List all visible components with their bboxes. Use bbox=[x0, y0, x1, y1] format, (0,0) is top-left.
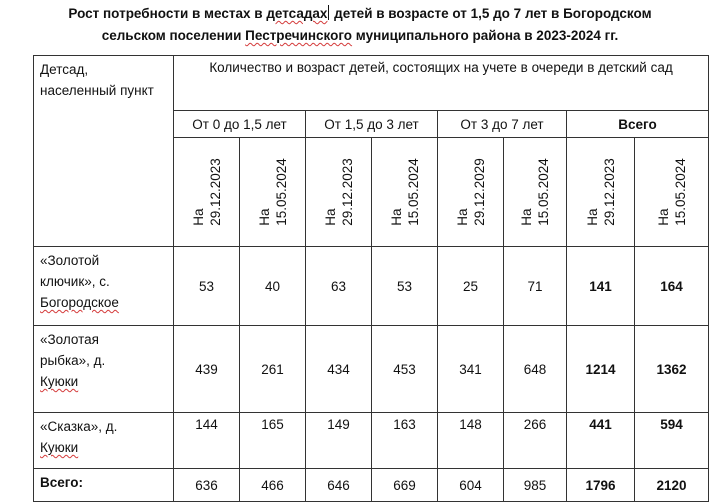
table-cell-total: 164 bbox=[635, 247, 709, 326]
date-header: На 29.12.2023 bbox=[567, 138, 635, 247]
date-header: На 15.05.2024 bbox=[240, 138, 306, 247]
group-header: От 0 до 1,5 лет bbox=[174, 111, 306, 138]
table-cell: 149 bbox=[306, 413, 372, 469]
table-cell-total: 1362 bbox=[635, 326, 709, 413]
table-cell: 985 bbox=[504, 469, 567, 502]
table-cell: 40 bbox=[240, 247, 306, 326]
table-cell: 266 bbox=[504, 413, 567, 469]
table-cell: 71 bbox=[504, 247, 567, 326]
table-cell: 341 bbox=[438, 326, 504, 413]
title-text: муниципального района в 2023-2024 гг. bbox=[352, 28, 619, 43]
table-cell-total: 141 bbox=[567, 247, 635, 326]
table-cell: 646 bbox=[306, 469, 372, 502]
title-text: сельском поселении bbox=[101, 28, 246, 43]
document-title bbox=[0, 3, 720, 47]
header-row-main bbox=[34, 56, 709, 111]
date-header: На 15.05.2024 bbox=[504, 138, 567, 247]
title-text: Рост потребности в местах в bbox=[68, 6, 267, 21]
total-label: Всего: bbox=[34, 469, 174, 502]
table-cell: 261 bbox=[240, 326, 306, 413]
table-cell: 165 bbox=[240, 413, 306, 469]
group-header: От 3 до 7 лет bbox=[438, 111, 567, 138]
table-cell: 434 bbox=[306, 326, 372, 413]
date-header: На 29.12.2023 bbox=[306, 138, 372, 247]
kindergarten-name: «Сказка», д. Куюки bbox=[34, 413, 174, 469]
table-cell: 466 bbox=[240, 469, 306, 502]
date-header: На 15.05.2024 bbox=[635, 138, 709, 247]
table-cell: 669 bbox=[372, 469, 438, 502]
table-cell: 148 bbox=[438, 413, 504, 469]
date-header: На 29.12.2023 bbox=[174, 138, 240, 247]
kindergarten-name: «Золотая рыбка», д. Куюки bbox=[34, 326, 174, 413]
table-cell: 636 bbox=[174, 469, 240, 502]
table-cell: 453 bbox=[372, 326, 438, 413]
table-cell: 53 bbox=[174, 247, 240, 326]
table-cell-total: 2120 bbox=[635, 469, 709, 502]
table-cell-total: 1796 bbox=[567, 469, 635, 502]
table-cell-total: 441 bbox=[567, 413, 635, 469]
total-row bbox=[34, 469, 709, 502]
date-header: На 29.12.2029 bbox=[438, 138, 504, 247]
table-cell: 144 bbox=[174, 413, 240, 469]
table-cell: 648 bbox=[504, 326, 567, 413]
table-row bbox=[34, 247, 709, 326]
title-line-1 bbox=[0, 3, 720, 25]
table-cell: 439 bbox=[174, 326, 240, 413]
group-header-total: Всего bbox=[567, 111, 709, 138]
title-text-spellcheck: Пестречинского bbox=[245, 28, 353, 43]
title-text-spellcheck: детсадах bbox=[266, 6, 328, 21]
table-cell: 53 bbox=[372, 247, 438, 326]
title-line-2 bbox=[0, 25, 720, 47]
table-cell-total: 1214 bbox=[567, 326, 635, 413]
table-cell: 63 bbox=[306, 247, 372, 326]
date-header: На 15.05.2024 bbox=[372, 138, 438, 247]
group-header: От 1,5 до 3 лет bbox=[306, 111, 438, 138]
table-row bbox=[34, 326, 709, 413]
table-cell: 163 bbox=[372, 413, 438, 469]
table-cell: 25 bbox=[438, 247, 504, 326]
kindergarten-name: «Золотой ключик», с. Богородское bbox=[34, 247, 174, 326]
table-row bbox=[34, 413, 709, 469]
kindergarten-column-header: Детсад, населенный пункт bbox=[34, 56, 174, 247]
main-header: Количество и возраст детей, состоящих на учете в очереди в детский сад bbox=[174, 56, 709, 111]
table-cell: 604 bbox=[438, 469, 504, 502]
waiting-list-table bbox=[33, 55, 709, 502]
title-text: детей в возрасте от 1,5 до 7 лет в Богородском bbox=[330, 6, 652, 21]
table-cell-total: 594 bbox=[635, 413, 709, 469]
